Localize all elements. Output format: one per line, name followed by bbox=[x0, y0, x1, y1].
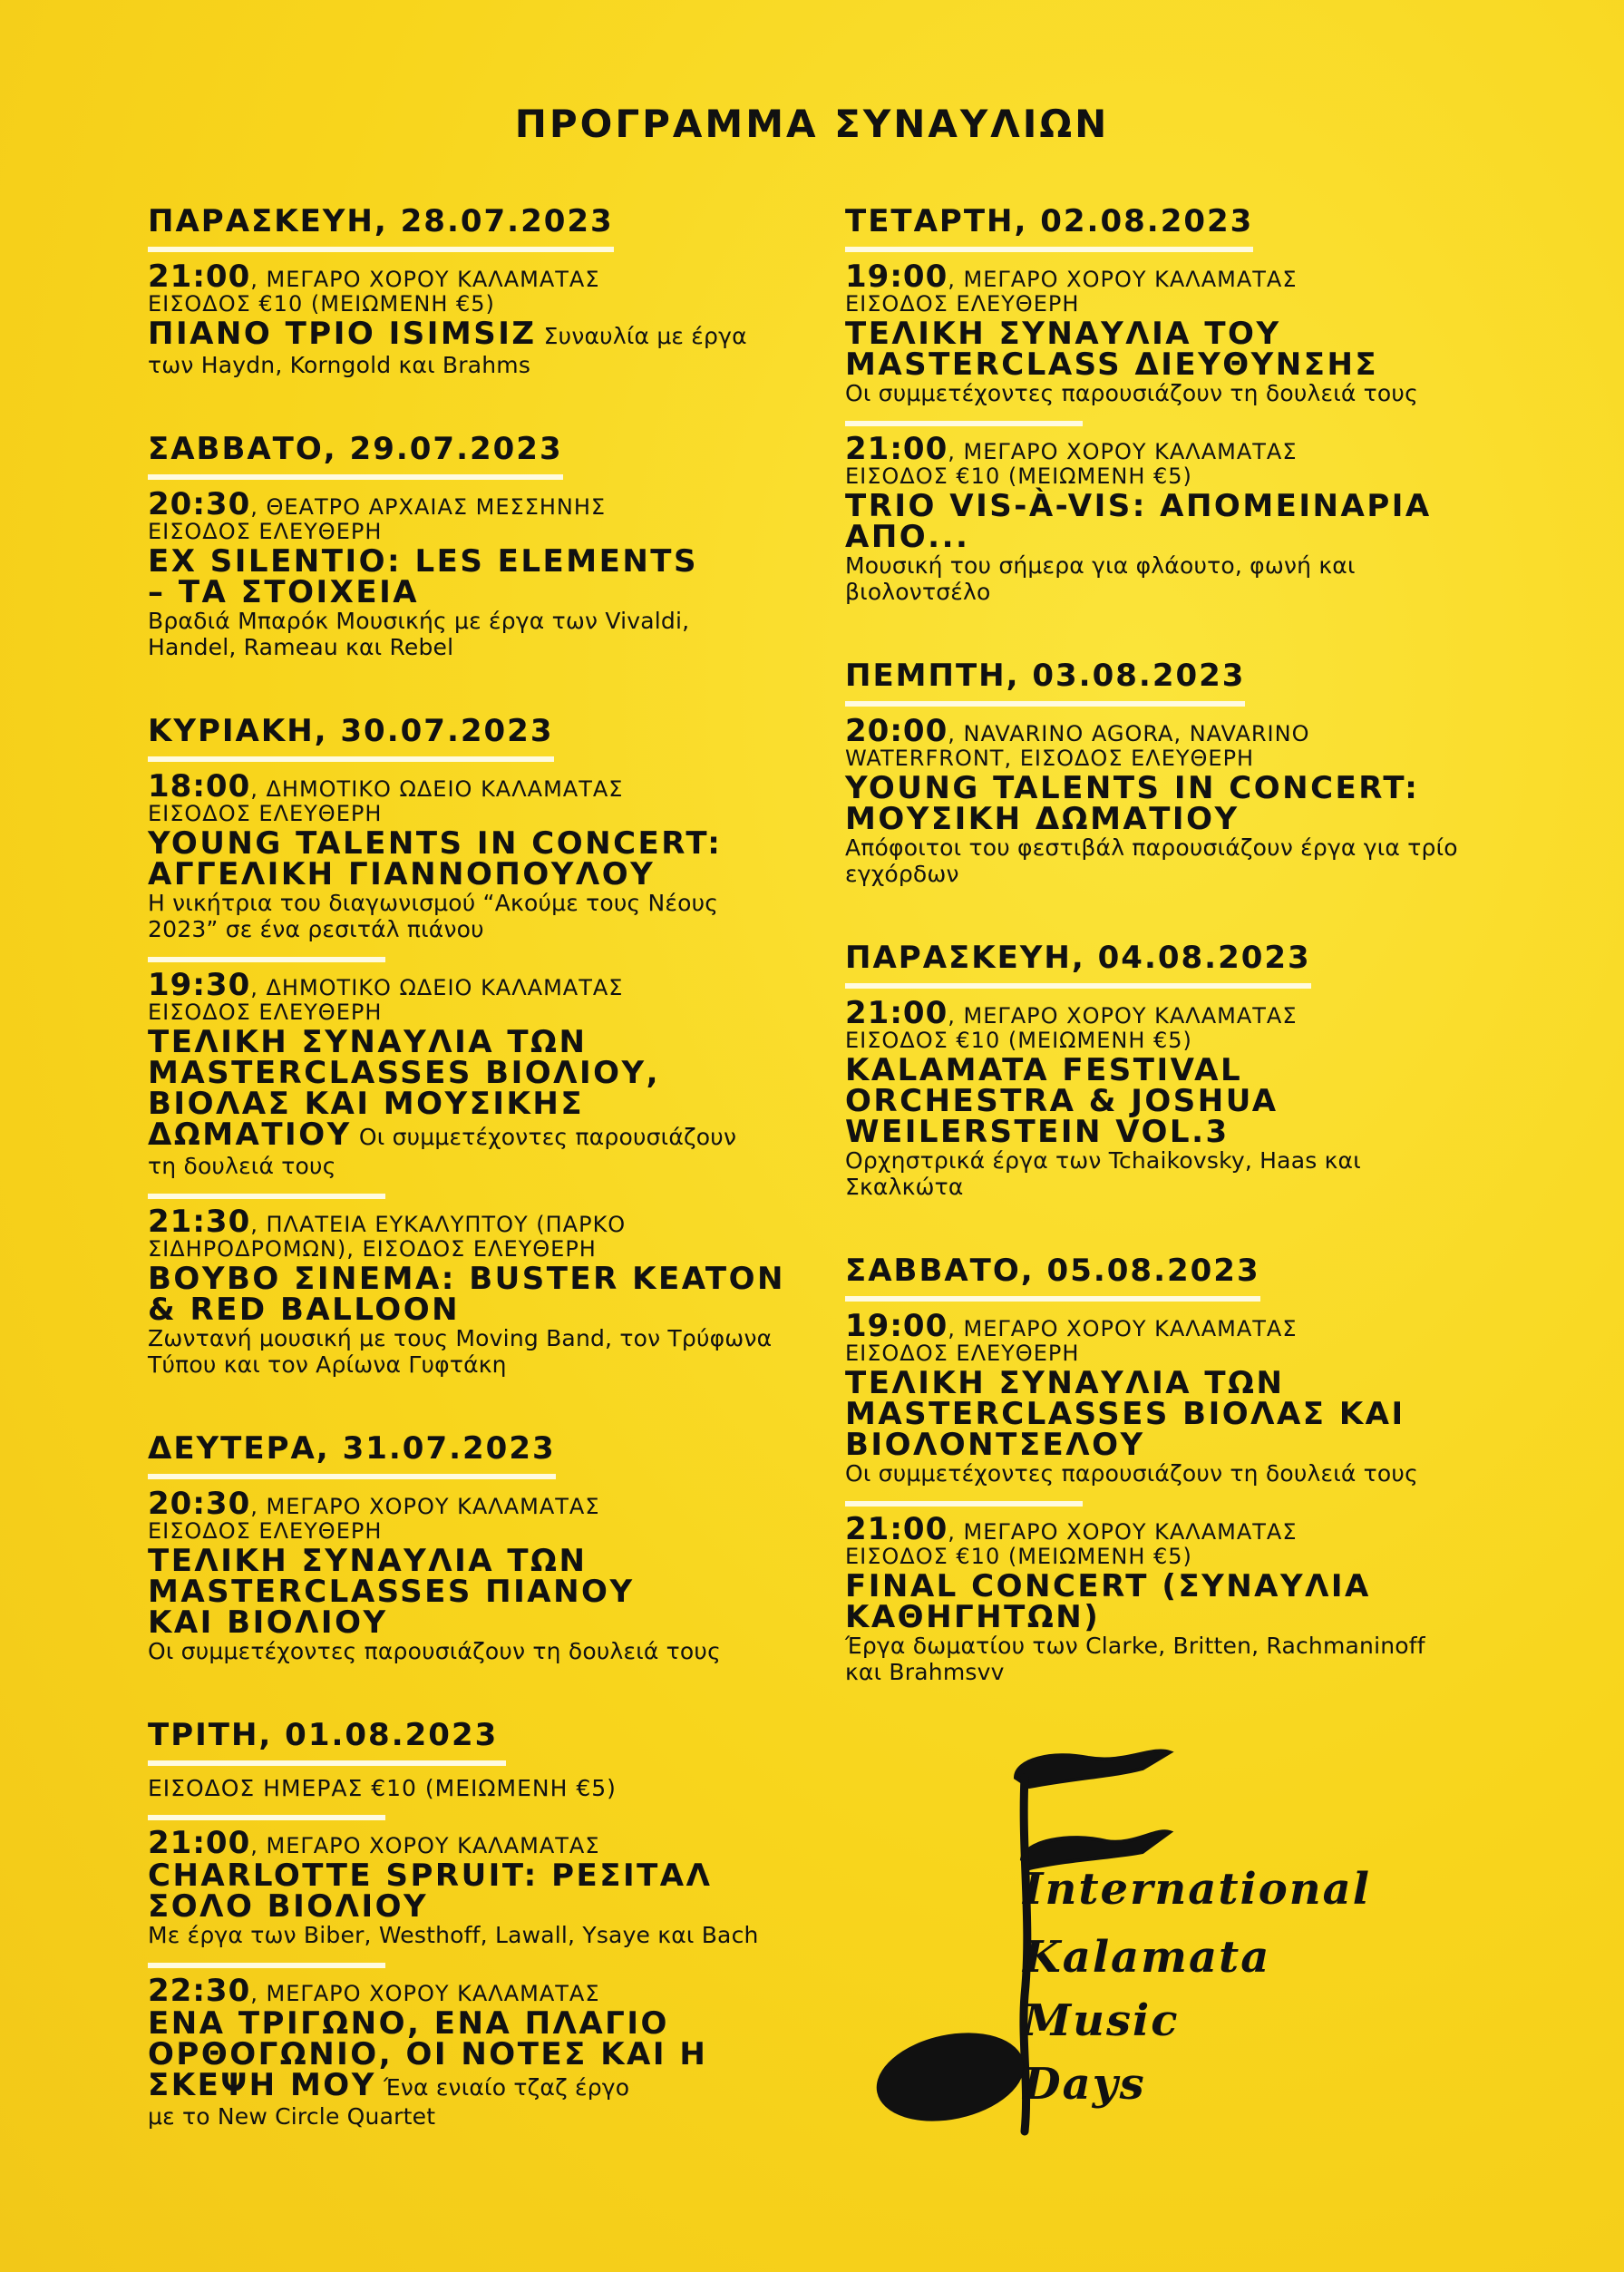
logo-text-international: International bbox=[1023, 1864, 1372, 1915]
event-admission: ΕΙΣΟΔΟΣ ΕΛΕΥΘΕΡΗ bbox=[845, 291, 1080, 317]
day-block bbox=[845, 656, 1480, 887]
day-heading: ΠΕΜΠΤΗ, 03.08.2023 bbox=[845, 656, 1245, 707]
event-venue: , NAVARINO AGORA, NAVARINO WATERFRONT, ΕΙΣΟΔΟΣ ΕΛΕΥΘΕΡΗ bbox=[845, 721, 1310, 771]
event-time: 20:00 bbox=[845, 713, 948, 749]
day-block bbox=[148, 1715, 801, 2130]
event bbox=[148, 1486, 801, 1664]
event-description: Απόφοιτοι του φεστιβάλ παρουσιάζουν έργα για τρίο εγχόρδων bbox=[845, 834, 1458, 887]
event-venue: , ΜΕΓΑΡΟ ΧΟΡΟΥ ΚΑΛΑΜΑΤΑΣ bbox=[250, 1833, 600, 1858]
day-block bbox=[845, 201, 1480, 605]
event-title: ΠΙΑΝΟ ΤΡΙΟ ISIMSIZ Συναυλία με έργα bbox=[148, 316, 747, 352]
event-admission: ΕΙΣΟΔΟΣ €10 (ΜΕΙΩΜΕΝΗ €5) bbox=[148, 291, 495, 317]
event-title: KALAMATA FESTIVAL ORCHESTRA & JOSHUA WEILERSTEIN VOL.3 bbox=[845, 1052, 1279, 1150]
event-title: ΤΕΛΙΚΗ ΣΥΝΑΥΛΙΑ ΤΩΝ MASTERCLASSES ΒΙΟΛΑΣ ΚΑΙ ΒΙΟΛΟΝΤΣΕΛΟΥ bbox=[845, 1365, 1405, 1463]
event bbox=[148, 486, 801, 660]
event-description: Βραδιά Μπαρόκ Μουσικής με έργα των Vivaldi, Handel, Rameau και Rebel bbox=[148, 608, 690, 660]
event-description: των Haydn, Korngold και Brahms bbox=[148, 352, 531, 378]
day-heading: ΤΡΙΤΗ, 01.08.2023 bbox=[148, 1715, 506, 1766]
event-title: ΒΟΥΒΟ ΣΙΝΕΜΑ: BUSTER KEATON & RED BALLOON bbox=[148, 1261, 785, 1328]
event-title: ΤΕΛΙΚΗ ΣΥΝΑΥΛΙΑ ΤΟΥ MASTERCLASS ΔΙΕΥΘΥΝΣΗΣ bbox=[845, 316, 1379, 383]
event-description: Μουσική του σήμερα για φλάουτο, φωνή και βιολοντσέλο bbox=[845, 552, 1356, 605]
event-venue: , ΠΛΑΤΕΙΑ ΕΥΚΑΛΥΠΤΟΥ (ΠΑΡΚΟ ΣΙΔΗΡΟΔΡΟΜΩΝ), ΕΙΣΟΔΟΣ ΕΛΕΥΘΕΡΗ bbox=[148, 1212, 627, 1262]
event-description: Με έργα των Biber, Westhoff, Lawall, Ysaye και Bach bbox=[148, 1922, 759, 1948]
event-venue: , ΜΕΓΑΡΟ ΧΟΡΟΥ ΚΑΛΑΜΑΤΑΣ bbox=[948, 1519, 1298, 1545]
event bbox=[845, 1308, 1480, 1487]
event-admission: ΕΙΣΟΔΟΣ ΕΛΕΥΘΕΡΗ bbox=[148, 801, 383, 826]
event-time: 21:00 bbox=[845, 995, 948, 1031]
event bbox=[845, 995, 1480, 1200]
event-admission: ΕΙΣΟΔΟΣ €10 (ΜΕΙΩΜΕΝΗ €5) bbox=[845, 1544, 1192, 1569]
event bbox=[845, 258, 1480, 406]
event-admission: ΕΙΣΟΔΟΣ €10 (ΜΕΙΩΜΕΝΗ €5) bbox=[845, 463, 1192, 489]
event-time: 22:30 bbox=[148, 1973, 251, 2009]
event-description: Η νικήτρια του διαγωνισμού “Ακούμε τους Νέους 2023” σε ένα ρεσιτάλ πιάνου bbox=[148, 890, 719, 942]
event-title: YOUNG TALENTS IN CONCERT: ΜΟΥΣΙΚΗ ΔΩΜΑΤΙΟΥ bbox=[845, 770, 1420, 837]
event-time: 20:30 bbox=[148, 486, 251, 522]
event-venue: , ΜΕΓΑΡΟ ΧΟΡΟΥ ΚΑΛΑΜΑΤΑΣ bbox=[250, 1494, 600, 1519]
event-time: 21:00 bbox=[148, 1825, 251, 1861]
event-venue: , ΜΕΓΑΡΟ ΧΟΡΟΥ ΚΑΛΑΜΑΤΑΣ bbox=[250, 267, 600, 292]
event-time: 21:00 bbox=[845, 431, 948, 467]
schedule-left-column bbox=[148, 201, 801, 2180]
event-description: Οι συμμετέχοντες παρουσιάζουν τη δουλειά τους bbox=[148, 1638, 721, 1664]
logo-text-days: Days bbox=[1023, 2059, 1146, 2110]
event-description: με το New Circle Quartet bbox=[148, 2103, 436, 2130]
event-description: τη δουλειά τους bbox=[148, 1153, 336, 1179]
logo-text-kalamata: Kalamata bbox=[1023, 1932, 1271, 1983]
event bbox=[148, 1963, 708, 2130]
event-time: 21:00 bbox=[148, 258, 251, 295]
event-title: CHARLOTTE SPRUIT: ΡΕΣΙΤΑΛ ΣΟΛΟ ΒΙΟΛΙΟΥ bbox=[148, 1858, 713, 1925]
event-title: ΕΝΑ ΤΡΙΓΩΝΟ, ΕΝΑ ΠΛΑΓΙΟ ΟΡΘΟΓΩΝΙΟ, ΟΙ ΝΟΤΕΣ ΚΑΙ Η ΣΚΕΨΗ ΜΟΥ Ένα ενιαίο τζαζ έργο bbox=[148, 2005, 708, 2103]
day-block bbox=[148, 1429, 801, 1664]
logo-text-music: Music bbox=[1023, 1995, 1180, 2046]
event-description: Ζωντανή μουσική με τους Moving Band, τον Τρύφωνα Τύπου και τον Αρίωνα Γυφτάκη bbox=[148, 1325, 773, 1378]
day-block bbox=[148, 429, 801, 660]
day-heading: ΣΑΒΒΑΤΟ, 29.07.2023 bbox=[148, 429, 563, 480]
event-venue: , ΜΕΓΑΡΟ ΧΟΡΟΥ ΚΑΛΑΜΑΤΑΣ bbox=[948, 1316, 1298, 1341]
event-title: FINAL CONCERT (ΣΥΝΑΥΛΙΑ ΚΑΘΗΓΗΤΩΝ) bbox=[845, 1568, 1371, 1635]
day-block bbox=[148, 711, 801, 1378]
day-heading: ΚΥΡΙΑΚΗ, 30.07.2023 bbox=[148, 711, 554, 762]
event-time: 21:30 bbox=[148, 1204, 251, 1240]
event-time: 19:00 bbox=[845, 1308, 948, 1344]
event-title: YOUNG TALENTS IN CONCERT: ΑΓΓΕΛΙΚΗ ΓΙΑΝΝΟΠΟΥΛΟΥ bbox=[148, 825, 723, 892]
event-venue: , ΜΕΓΑΡΟ ΧΟΡΟΥ ΚΑΛΑΜΑΤΑΣ bbox=[250, 1981, 600, 2006]
event-time: 19:30 bbox=[148, 967, 251, 1003]
schedule-right-column bbox=[845, 201, 1480, 1736]
day-admission-note: ΕΙΣΟΔΟΣ ΗΜΕΡΑΣ €10 (ΜΕΙΩΜΕΝΗ €5) bbox=[148, 1775, 617, 1801]
event-description: Οι συμμετέχοντες παρουσιάζουν τη δουλειά τους bbox=[845, 1460, 1418, 1487]
event-description: Οι συμμετέχοντες παρουσιάζουν τη δουλειά τους bbox=[845, 380, 1418, 406]
event-description: Ορχηστρικά έργα των Tchaikovsky, Haas και Σκαλκώτα bbox=[845, 1147, 1361, 1200]
day-heading: ΤΕΤΑΡΤΗ, 02.08.2023 bbox=[845, 201, 1253, 252]
event-title: ΤΕΛΙΚΗ ΣΥΝΑΥΛΙΑ ΤΩΝ MASTERCLASSES ΠΙΑΝΟΥ ΚΑΙ ΒΙΟΛΙΟΥ bbox=[148, 1543, 635, 1641]
event-venue: , ΜΕΓΑΡΟ ΧΟΡΟΥ ΚΑΛΑΜΑΤΑΣ bbox=[948, 439, 1298, 464]
day-heading: ΠΑΡΑΣΚΕΥΗ, 04.08.2023 bbox=[845, 938, 1311, 989]
event-time: 21:00 bbox=[845, 1511, 948, 1547]
event-venue: , ΜΕΓΑΡΟ ΧΟΡΟΥ ΚΑΛΑΜΑΤΑΣ bbox=[948, 1003, 1298, 1029]
event-venue: , ΔΗΜΟΤΙΚΟ ΩΔΕΙΟ ΚΑΛΑΜΑΤΑΣ bbox=[250, 975, 624, 1000]
event-admission: ΕΙΣΟΔΟΣ ΕΛΕΥΘΕΡΗ bbox=[148, 1518, 383, 1544]
event-time: 18:00 bbox=[148, 768, 251, 804]
day-block bbox=[845, 1251, 1480, 1685]
day-block bbox=[148, 201, 801, 378]
event-admission: ΕΙΣΟΔΟΣ ΕΛΕΥΘΕΡΗ bbox=[845, 1341, 1080, 1366]
event bbox=[148, 258, 801, 378]
event bbox=[845, 713, 1480, 887]
event-admission: ΕΙΣΟΔΟΣ ΕΛΕΥΘΕΡΗ bbox=[148, 999, 383, 1025]
event-title: ΤΕΛΙΚΗ ΣΥΝΑΥΛΙΑ ΤΩΝ MASTERCLASSES ΒΙΟΛΙΟΥ, ΒΙΟΛΑΣ ΚΑΙ ΜΟΥΣΙΚΗΣ ΔΩΜΑΤΙΟΥ Οι συμμετέχοντες παρουσιάζουν bbox=[148, 1024, 737, 1153]
event-venue: , ΔΗΜΟΤΙΚΟ ΩΔΕΙΟ ΚΑΛΑΜΑΤΑΣ bbox=[250, 776, 624, 802]
event-time: 19:00 bbox=[845, 258, 948, 295]
event-title: EX SILENTIO: LES ELEMENTS – ΤΑ ΣΤΟΙΧΕΙΑ bbox=[148, 543, 698, 610]
day-heading: ΔΕΥΤΕΡΑ, 31.07.2023 bbox=[148, 1429, 556, 1479]
event bbox=[148, 1194, 785, 1378]
event bbox=[845, 421, 1432, 605]
event-description: Έργα δωματίου των Clarke, Britten, Rachmaninoff και Brahmsvv bbox=[845, 1633, 1425, 1685]
event-venue: , ΜΕΓΑΡΟ ΧΟΡΟΥ ΚΑΛΑΜΑΤΑΣ bbox=[948, 267, 1298, 292]
day-block bbox=[845, 938, 1480, 1200]
day-heading: ΠΑΡΑΣΚΕΥΗ, 28.07.2023 bbox=[148, 201, 614, 252]
page-title: ΠΡΟΓΡΑΜΜΑ ΣΥΝΑΥΛΙΩΝ bbox=[514, 102, 1110, 146]
event bbox=[845, 1501, 1425, 1685]
event bbox=[148, 957, 737, 1179]
event bbox=[148, 768, 801, 942]
event bbox=[148, 1815, 759, 1948]
event-time: 20:30 bbox=[148, 1486, 251, 1522]
day-heading: ΣΑΒΒΑΤΟ, 05.08.2023 bbox=[845, 1251, 1260, 1302]
event-admission: ΕΙΣΟΔΟΣ ΕΛΕΥΘΕΡΗ bbox=[148, 519, 383, 544]
event-title: TRIO VIS-À-VIS: ΑΠΟΜΕΙΝΑΡΙΑ ΑΠΟ... bbox=[845, 488, 1432, 555]
event-admission: ΕΙΣΟΔΟΣ €10 (ΜΕΙΩΜΕΝΗ €5) bbox=[845, 1028, 1192, 1053]
event-venue: , ΘΕΑΤΡΟ ΑΡΧΑΙΑΣ ΜΕΣΣΗΝΗΣ bbox=[250, 494, 607, 520]
